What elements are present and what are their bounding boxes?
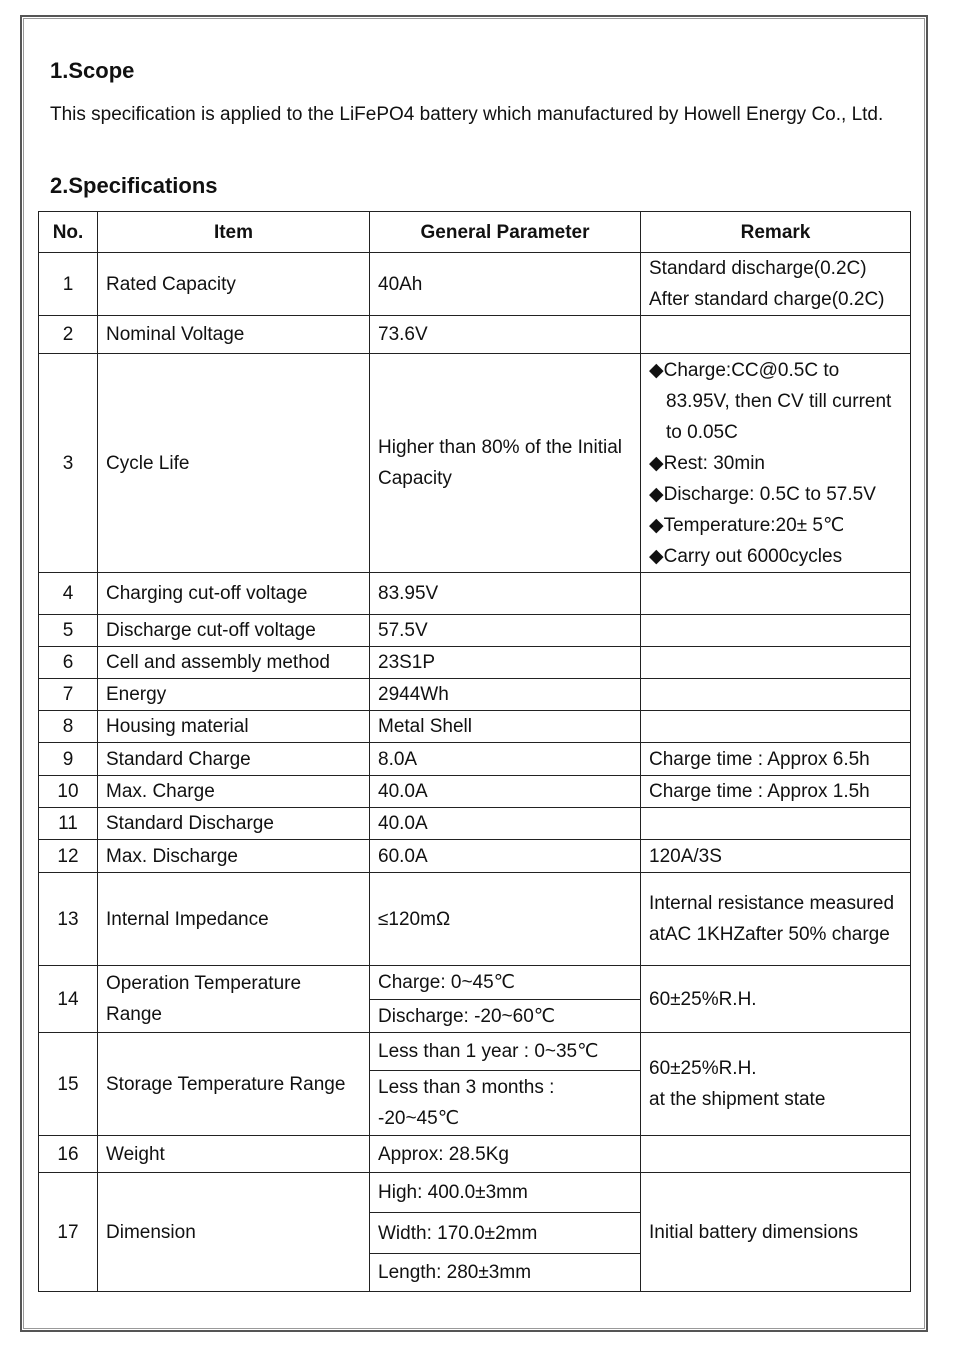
remark-line: Standard discharge(0.2C) (649, 258, 867, 279)
row-remark: Charge time : Approx 6.5h (641, 743, 911, 776)
table-row (39, 679, 911, 711)
row-item: Storage Temperature Range (98, 1033, 370, 1136)
remark-line: After standard charge(0.2C) (649, 289, 885, 310)
row-param: 73.6V (370, 316, 641, 354)
table-row (39, 711, 911, 743)
header-no: No. (39, 212, 98, 253)
table-row (39, 1033, 911, 1071)
specifications-heading: 2.Specifications (50, 173, 218, 198)
header-param: General Parameter (370, 212, 641, 253)
table-row (39, 873, 911, 966)
row-number: 8 (39, 711, 98, 743)
table-row (39, 966, 911, 1000)
row-param: 83.95V (370, 573, 641, 615)
row-param: Width: 170.0±2mm (370, 1213, 641, 1254)
remark-bullet: ◆Temperature:20± 5℃ (649, 514, 845, 536)
remark-bullet: ◆Discharge: 0.5C to 57.5V (649, 483, 876, 505)
row-item: Energy (98, 679, 370, 711)
row-number: 2 (39, 316, 98, 354)
row-param: 60.0A (370, 840, 641, 873)
row-remark (641, 573, 911, 615)
row-number: 3 (39, 354, 98, 573)
row-remark (641, 1136, 911, 1173)
row-number: 11 (39, 808, 98, 840)
row-number: 4 (39, 573, 98, 615)
row-number: 13 (39, 873, 98, 966)
row-remark (641, 711, 911, 743)
row-item: Max. Charge (98, 776, 370, 808)
row-param: Discharge: -20~60℃ (370, 1000, 641, 1033)
row-remark (641, 354, 911, 573)
row-item: Standard Charge (98, 743, 370, 776)
remark-bullet: ◆Carry out 6000cycles (649, 545, 843, 567)
row-item: Cell and assembly method (98, 647, 370, 679)
header-item: Item (98, 212, 370, 253)
remark-bullet: ◆Charge:CC@0.5C to 83.95V, then CV till current to 0.05C (649, 359, 892, 443)
table-row (39, 647, 911, 679)
row-remark (641, 679, 911, 711)
row-remark (641, 808, 911, 840)
row-number: 17 (39, 1173, 98, 1292)
table-header-row (39, 212, 911, 253)
row-number: 6 (39, 647, 98, 679)
row-param: 57.5V (370, 615, 641, 647)
row-item: Max. Discharge (98, 840, 370, 873)
row-item: Cycle Life (98, 354, 370, 573)
row-param: 23S1P (370, 647, 641, 679)
row-number: 12 (39, 840, 98, 873)
row-param: 2944Wh (370, 679, 641, 711)
table-row (39, 573, 911, 615)
row-item: Charging cut-off voltage (98, 573, 370, 615)
row-remark (641, 316, 911, 354)
row-param: High: 400.0±3mm (370, 1173, 641, 1213)
row-param: 40.0A (370, 776, 641, 808)
row-param: Approx: 28.5Kg (370, 1136, 641, 1173)
row-param: 8.0A (370, 743, 641, 776)
row-number: 5 (39, 615, 98, 647)
row-remark: Internal resistance measured atAC 1KHZafter 50% charge (641, 873, 911, 966)
remark-line: 60±25%R.H. (649, 1058, 757, 1079)
row-remark: Charge time : Approx 1.5h (641, 776, 911, 808)
table-row (39, 808, 911, 840)
row-remark: 120A/3S (641, 840, 911, 873)
row-item: Standard Discharge (98, 808, 370, 840)
row-param: Higher than 80% of the Initial Capacity (370, 354, 641, 573)
row-param: 40.0A (370, 808, 641, 840)
table-row (39, 354, 911, 573)
row-remark (641, 647, 911, 679)
row-item: Weight (98, 1136, 370, 1173)
row-param: ≤120mΩ (370, 873, 641, 966)
row-item: Nominal Voltage (98, 316, 370, 354)
row-remark (641, 253, 911, 316)
row-param: 40Ah (370, 253, 641, 316)
table-row (39, 316, 911, 354)
row-number: 15 (39, 1033, 98, 1136)
table-row (39, 253, 911, 316)
table-row (39, 1173, 911, 1213)
row-item: Discharge cut-off voltage (98, 615, 370, 647)
row-item: Internal Impedance (98, 873, 370, 966)
remark-line: at the shipment state (649, 1089, 826, 1110)
row-remark: 60±25%R.H. (641, 966, 911, 1033)
row-item: Rated Capacity (98, 253, 370, 316)
row-item: Operation Temperature Range (98, 966, 370, 1033)
row-number: 9 (39, 743, 98, 776)
row-remark (641, 1033, 911, 1136)
table-row (39, 840, 911, 873)
remark-bullet: ◆Rest: 30min (649, 452, 765, 474)
row-item: Housing material (98, 711, 370, 743)
table-row (39, 1136, 911, 1173)
row-param: Less than 1 year : 0~35℃ (370, 1033, 641, 1071)
table-row (39, 743, 911, 776)
row-param: Charge: 0~45℃ (370, 966, 641, 1000)
row-number: 14 (39, 966, 98, 1033)
row-number: 10 (39, 776, 98, 808)
scope-text: This specification is applied to the LiFePO4 battery which manufactured by Howell Energy Co., Ltd. (50, 104, 884, 125)
header-remark: Remark (641, 212, 911, 253)
row-remark: Initial battery dimensions (641, 1173, 911, 1292)
table-row (39, 615, 911, 647)
scope-heading: 1.Scope (50, 58, 135, 83)
row-number: 7 (39, 679, 98, 711)
row-param: Less than 3 months : -20~45℃ (370, 1071, 641, 1136)
row-number: 16 (39, 1136, 98, 1173)
row-number: 1 (39, 253, 98, 316)
row-param: Length: 280±3mm (370, 1254, 641, 1292)
row-param: Metal Shell (370, 711, 641, 743)
row-item: Dimension (98, 1173, 370, 1292)
row-remark (641, 615, 911, 647)
specifications-table (38, 211, 911, 1292)
table-row (39, 776, 911, 808)
